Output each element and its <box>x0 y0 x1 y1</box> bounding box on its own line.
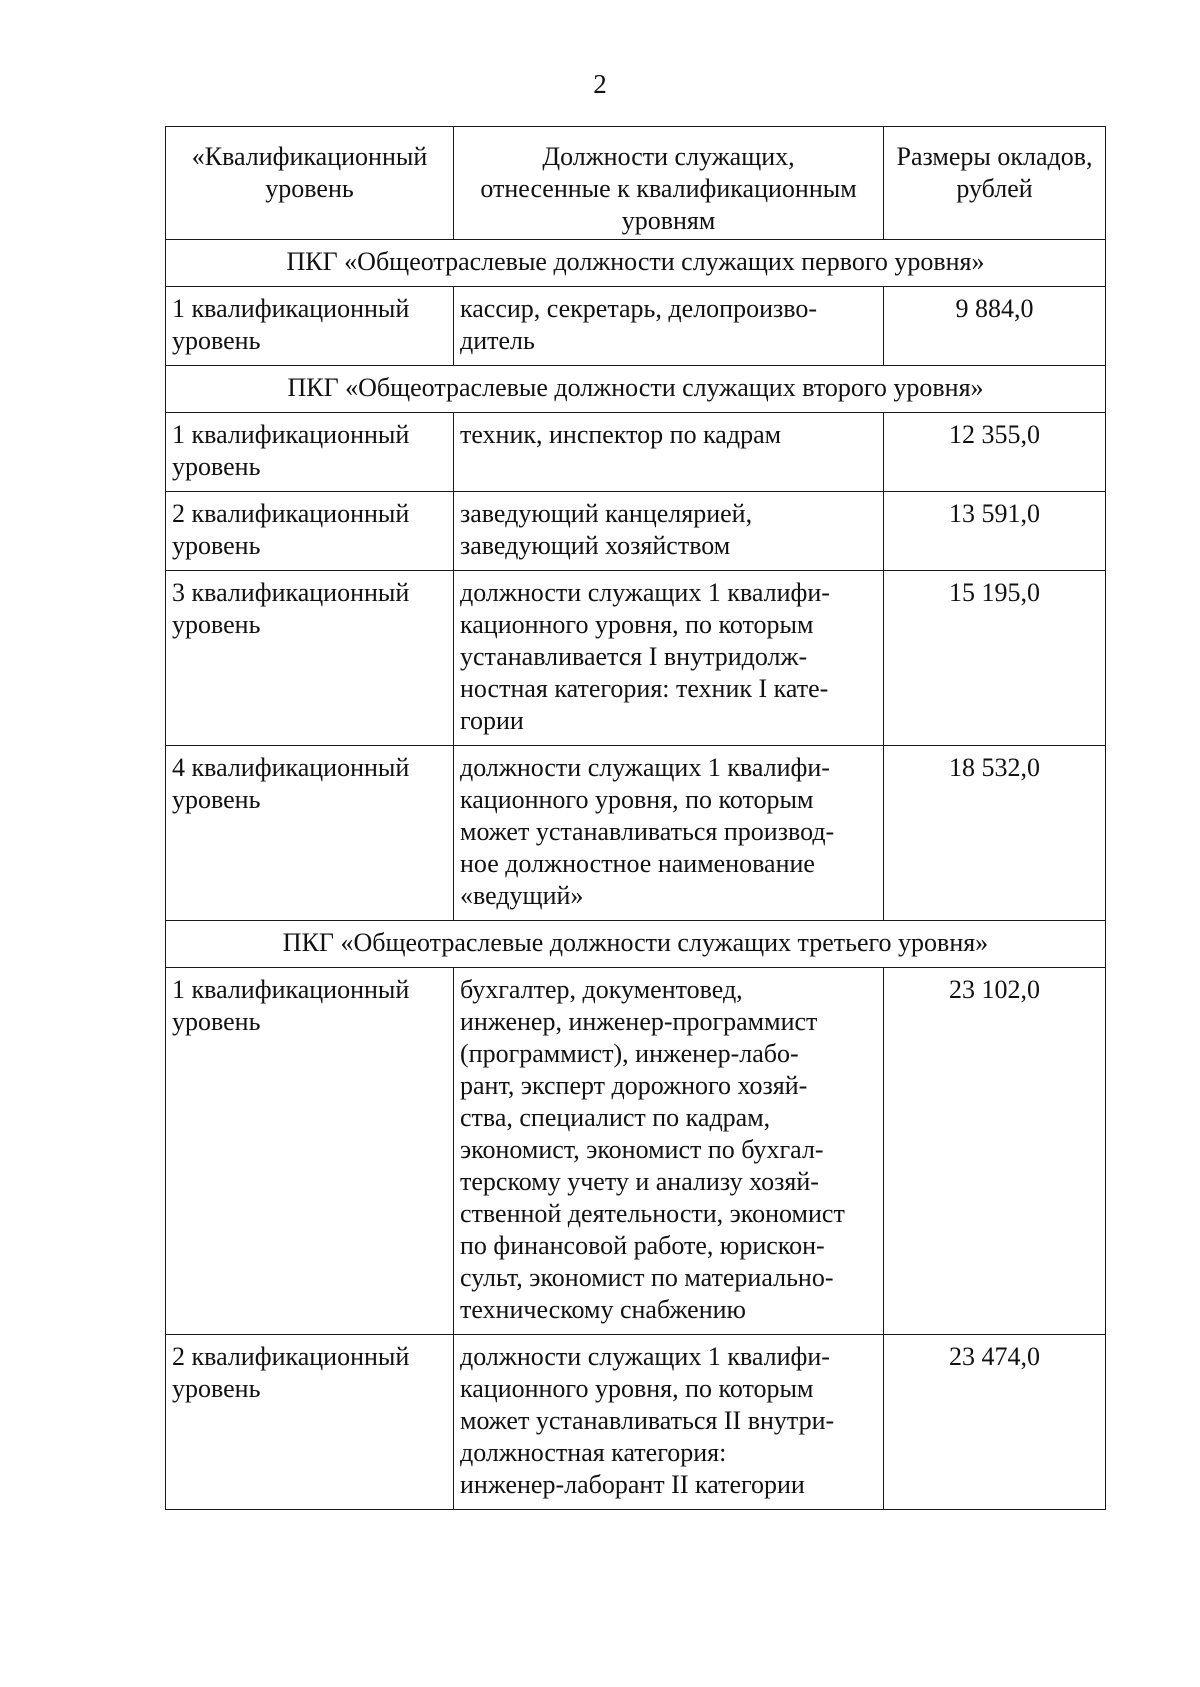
positions-cell: должности служащих 1 квалифи- кационного уровня, по которым может устанавливаться II внутри- должностная категория: инженер-лаборант II категории <box>454 1335 884 1510</box>
positions-cell: кассир, секретарь, делопроизво- дитель <box>454 287 884 366</box>
salary-cell: 23 474,0 <box>884 1335 1106 1510</box>
positions-cell: бухгалтер, документовед, инженер, инженер-программист (программист), инженер-лабо- рант, эксперт дорожного хозяй- ства, специалист по кадрам, экономист, экономист по бухгал- терскому учету и анализу хозяй- ственной деятельности, экономист по финансовой работе, юрискон- сульт, экономист по материально- техническому снабжению <box>454 968 884 1335</box>
page-number: 2 <box>593 69 607 99</box>
group-title: ПКГ «Общеотраслевые должности служащих второго уровня» <box>166 366 1106 413</box>
salary-cell: 9 884,0 <box>884 287 1106 366</box>
level-cell: 2 квалификационный уровень <box>166 492 454 571</box>
level-cell: 2 квалификационный уровень <box>166 1335 454 1510</box>
table-row <box>166 413 1106 492</box>
positions-cell: должности служащих 1 квалифи- кационного уровня, по которым устанавливается I внутридолж- ностная категория: техник I кате- гории <box>454 571 884 746</box>
header-positions: Должности служащих, отнесенные к квалификационным уровням <box>454 127 884 240</box>
table-header-row <box>166 127 1106 240</box>
table-row <box>166 1335 1106 1510</box>
table-row <box>166 571 1106 746</box>
level-cell: 1 квалификационный уровень <box>166 968 454 1335</box>
table-row <box>166 746 1106 921</box>
group-heading-row <box>166 921 1106 968</box>
group-title: ПКГ «Общеотраслевые должности служащих третьего уровня» <box>166 921 1106 968</box>
table-row <box>166 968 1106 1335</box>
positions-cell: заведующий канцелярией, заведующий хозяйством <box>454 492 884 571</box>
positions-cell: должности служащих 1 квалифи- кационного уровня, по которым может устанавливаться производ- ное должностное наименование «ведущий» <box>454 746 884 921</box>
level-cell: 4 квалификационный уровень <box>166 746 454 921</box>
level-cell: 1 квалификационный уровень <box>166 287 454 366</box>
group-title: ПКГ «Общеотраслевые должности служащих первого уровня» <box>166 240 1106 287</box>
table-row <box>166 492 1106 571</box>
positions-cell: техник, инспектор по кадрам <box>454 413 884 492</box>
group-heading-row <box>166 240 1106 287</box>
salary-cell: 15 195,0 <box>884 571 1106 746</box>
table-row <box>166 287 1106 366</box>
level-cell: 1 квалификационный уровень <box>166 413 454 492</box>
group-heading-row <box>166 366 1106 413</box>
header-level: «Квалификационный уровень <box>166 127 454 240</box>
salary-cell: 13 591,0 <box>884 492 1106 571</box>
salary-cell: 18 532,0 <box>884 746 1106 921</box>
header-salary: Размеры окладов, рублей <box>884 127 1106 240</box>
salary-cell: 12 355,0 <box>884 413 1106 492</box>
level-cell: 3 квалификационный уровень <box>166 571 454 746</box>
salary-table <box>165 126 1106 1510</box>
salary-cell: 23 102,0 <box>884 968 1106 1335</box>
